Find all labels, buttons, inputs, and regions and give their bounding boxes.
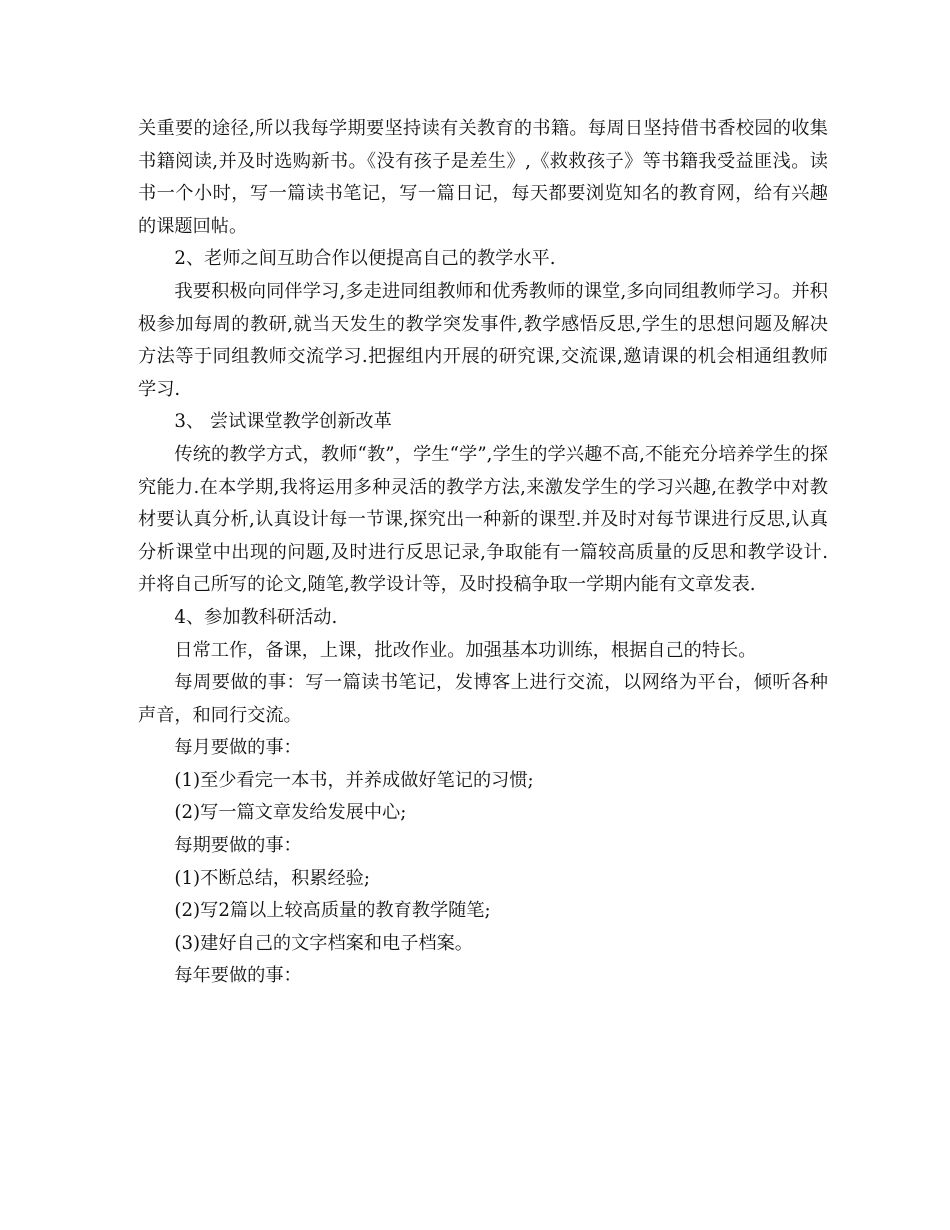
paragraph-weekly-tasks: 每周要做的事：写一篇读书笔记，发博客上进行交流，以网络为平台，倾听各种声音，和同行交流。 <box>138 672 828 726</box>
heading-peer-cooperation: 2、老师之间互助合作以便提高自己的教学水平. <box>174 248 556 270</box>
heading-research-activities: 4、参加教科研活动. <box>174 606 338 628</box>
list-item-monthly-1: (1)至少看完一本书，并养成做好笔记的习惯; <box>174 769 534 791</box>
heading-yearly-tasks: 每年要做的事： <box>174 965 302 987</box>
list-item-term-1: (1)不断总结，积累经验; <box>174 867 370 889</box>
heading-monthly-tasks: 每月要做的事： <box>174 737 302 759</box>
list-item-monthly-2: (2)写一篇文章发给发展中心; <box>174 802 407 824</box>
heading-term-tasks: 每期要做的事： <box>174 835 302 857</box>
paragraph-teaching-methods: 传统的教学方式，教师“教”，学生“学”,学生的学兴趣不高,不能充分培养学生的探究能力.在本学期,我将运用多种灵活的教学方法,来激发学生的学习兴趣,在教学中对教材要认真分析,认真设计每一节课,探究出一种新的课型.并及时对每节课进行反思,认真分析课堂中出现的问题,及时进行反思记录,争取能有一篇较高质量的反思和教学设计.并将自己所写的论文,随笔,教学设计等，及时投稿争取一学期内能有文章发表. <box>138 443 828 596</box>
paragraph-reading-habits: 关重要的途径,所以我每学期要坚持读有关教育的书籍。每周日坚持借书香校园的收集书籍阅读,并及时选购新书。《没有孩子是差生》,《救救孩子》等书籍我受益匪浅。读书一个小时，写一篇读书笔记，写一篇日记，每天都要浏览知名的教育网，给有兴趣的课题回帖。 <box>138 118 828 237</box>
list-item-term-2: (2)写2篇以上较高质量的教育教学随笔; <box>174 900 491 922</box>
heading-teaching-reform: 3、 尝试课堂教学创新改革 <box>174 411 392 433</box>
paragraph-daily-work: 日常工作，备课，上课，批改作业。加强基本功训练，根据自己的特长。 <box>174 639 757 661</box>
document-body <box>138 113 828 993</box>
list-item-term-3: (3)建好自己的文字档案和电子档案。 <box>174 932 473 954</box>
paragraph-peer-learning: 我要积极向同伴学习,多走进同组教师和优秀教师的课堂,多向同组教师学习。并积极参加每周的教研,就当天发生的教学突发事件,教学感悟反思,学生的思想问题及解决方法等于同组教师交流学习.把握组内开展的研究课,交流课,邀请课的机会相通组教师学习. <box>138 280 828 400</box>
